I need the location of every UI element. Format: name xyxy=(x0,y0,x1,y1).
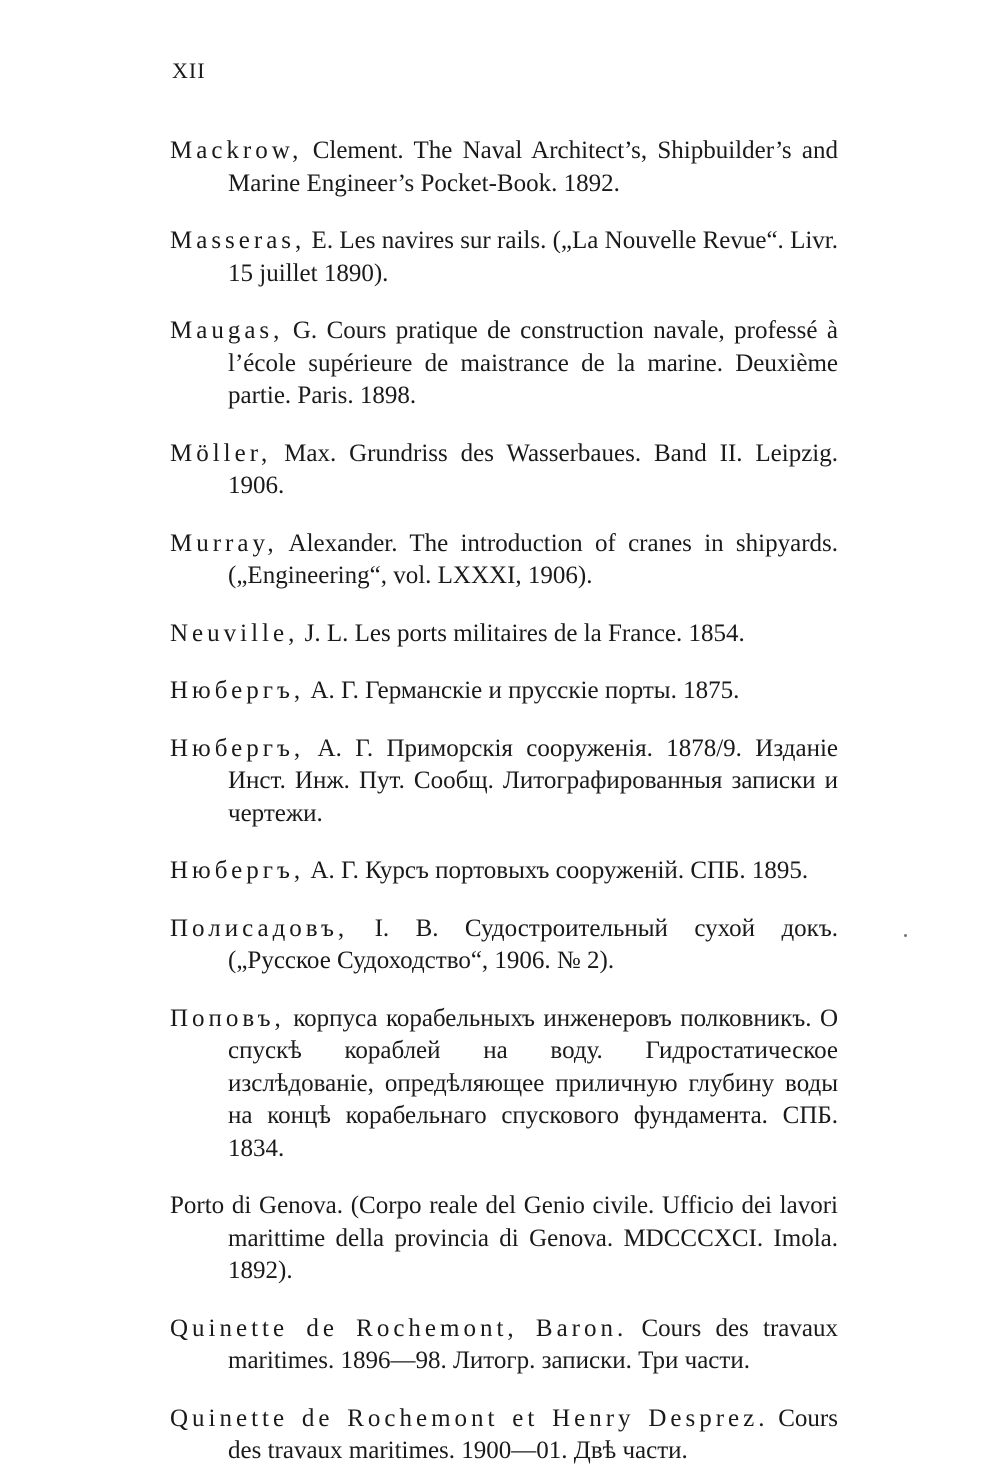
entry-author: Masseras, xyxy=(170,227,306,254)
entry-author: Нюбергъ, xyxy=(170,857,305,884)
entry-author: Murray, xyxy=(170,529,278,557)
bibliography-entry xyxy=(170,1003,838,1166)
entry-author: Mackrow, xyxy=(170,137,303,164)
entry-text: Alexander. The introduction of cranes in shipyards. („Engineering“, vol. LXXXI, 1906). xyxy=(228,529,838,589)
bibliography-entry xyxy=(170,618,838,651)
entry-author: Полисадовъ, xyxy=(170,914,349,942)
entry-text: Cours des travaux maritimes. 1900—01. Двѣ части. xyxy=(228,1404,838,1464)
bibliography-entry xyxy=(170,675,838,708)
bibliography-entry xyxy=(170,1313,838,1378)
entry-author: Neuville, xyxy=(170,619,299,647)
bibliography-entry xyxy=(170,733,838,831)
entry-text: Porto di Genova. (Corpo reale del Genio civile. Ufficio dei lavori marittime della provincia di Genova. MDCCCXCI. Imola. 1892). xyxy=(170,1192,838,1284)
entry-text: А. Г. Курсъ портовыхъ сооруженій. СПБ. 1895. xyxy=(304,857,809,884)
bibliography-list xyxy=(170,110,838,1474)
entry-text: А. Г. Германскіе и прусскіе порты. 1875. xyxy=(304,677,740,704)
entry-author: Möller, xyxy=(170,439,272,467)
bibliography-entry xyxy=(170,1190,838,1288)
entry-text: Clement. The Naval Architect’s, Shipbuilder’s and Marine Engineer’s Pocket-Book. 1892. xyxy=(228,137,838,197)
entry-author: Maugas, xyxy=(170,317,284,344)
entry-text: І. В. Судостроительный сухой докъ. („Русское Судоходство“, 1906. № 2). xyxy=(228,914,838,974)
entry-text: J. L. Les ports militaires de la France. 1854. xyxy=(298,619,745,647)
entry-text: корпуса корабельныхъ инженеровъ полковникъ. О спускѣ кораблей на воду. Гидростатическое изслѣдованіе, опредѣляющее приличную глубину воды на концѣ корабельнаго спускового фундамента. СПБ. 1834. xyxy=(228,1004,838,1162)
page-number: XII xyxy=(172,58,206,83)
entry-author: Поповъ, xyxy=(170,1004,285,1032)
bibliography-entry xyxy=(170,1403,838,1468)
bibliography-entry xyxy=(170,438,838,503)
bibliography-entry xyxy=(170,913,838,978)
entry-author: Quinette de Rochemont, Baron. xyxy=(170,1314,628,1342)
bibliography-entry xyxy=(170,528,838,593)
bibliography-entry xyxy=(170,855,838,888)
bibliography-entry xyxy=(170,315,838,413)
entry-author: Нюбергъ, xyxy=(170,734,305,762)
entry-text: А. Г. Приморскія сооруженія. 1878/9. Изданіе Инст. Инж. Пут. Сообщ. Литографированныя записки и чертежи. xyxy=(228,734,838,827)
bibliography-entry xyxy=(170,225,838,290)
entry-text: E. Les navires sur rails. („La Nouvelle Revue“. Livr. 15 juillet 1890). xyxy=(228,227,838,287)
entry-author: Quinette de Rochemont et Henry Desprez. xyxy=(170,1404,769,1432)
entry-text: Cours des travaux maritimes. 1896—98. Литогр. записки. Три части. xyxy=(228,1314,838,1374)
entry-text: Max. Grundriss des Wasserbaues. Band II. Leipzig. 1906. xyxy=(228,439,838,499)
ink-speck xyxy=(904,934,907,937)
entry-text: G. Cours pratique de construction navale, professé à l’école supérieure de maistrance de la marine. Deuxième partie. Paris. 1898. xyxy=(228,317,838,409)
bibliography-entry xyxy=(170,135,838,200)
entry-author: Нюбергъ, xyxy=(170,677,305,704)
